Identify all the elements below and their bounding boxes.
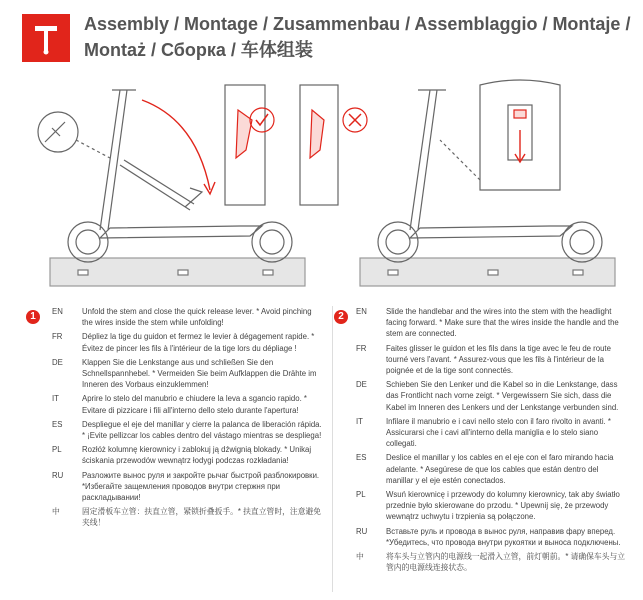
step1-illustration <box>38 85 367 286</box>
title-line-2: Montaż / Сборка / 车体组装 <box>84 40 313 60</box>
step2-de: DE Schieben Sie den Lenker und die Kabel so in die Lenkstange, dass das Frontlicht nach vorne zeigt. * Vergewissern Sie sich, dass die Kabel im Inneren des Lenkers und der Lenkstange verbunden sind. <box>356 380 619 412</box>
step2-en: EN Slide the handlebar and the wires into the stem with the headlight facing forward. * Make sure that the wires inside the handle and the stem are connected. <box>356 307 619 339</box>
step1-zh: 中 固定滑板车立管：扶直立管，紧锁折叠扳手。* 扶直立管时，注意避免夹线！ <box>52 507 322 528</box>
step-2-instructions <box>356 306 626 576</box>
step1-pl: PL Rozłóż kolumnę kierownicy i zablokuj ją dźwignią blokady. * Unikaj ściskania przewodów wewnątrz łodygi podczas rozkładania! <box>52 445 312 466</box>
step-1-instructions <box>52 306 322 532</box>
step2-es: ES Deslice el manillar y los cables en el eje con el faro mirando hacia adelante. * Asegúrese de que los cables que están dentro del manillar y el eje estén conectados. <box>356 453 614 485</box>
wrench-icon <box>22 14 70 62</box>
step1-en: EN Unfold the stem and close the quick release lever. * Avoid pinching the wires inside the stem while unfolding! <box>52 307 312 328</box>
step-2-badge: 2 <box>334 310 348 324</box>
step2-zh: 中 将车头与立管内的电源线一起滑入立管，前灯朝前。* 请确保车头与立管内的电源线连接状态。 <box>356 552 626 573</box>
step1-ru: RU Разложите вынос руля и закройте рычаг быстрой разблокировки. *Избегайте защемления проводов внутри стержня при раскладывании! <box>52 470 320 503</box>
step2-ru: RU Вставьте руль и провода в вынос руля, направив фару вперед. *Убедитесь, что провода внутри рукоятки и выноса подключены. <box>356 526 621 547</box>
page-title <box>84 11 629 63</box>
step2-it: IT Infilare il manubrio e i cavi nello stelo con il faro rivolto in avanti. * Assicurarsi che i cavi all'interno della maniglia e lo stelo siano collegati. <box>356 416 611 449</box>
step1-de: DE Klappen Sie die Lenkstange aus und schließen Sie den Schnellspannhebel. * Vermeiden Sie beim Aufklappen die Drähte im Inneren des Vorbaus einzuklemmen! <box>52 357 317 390</box>
step2-illustration <box>360 80 615 286</box>
assembly-illustrations <box>0 70 643 300</box>
step-1-badge: 1 <box>26 310 40 324</box>
step2-pl: PL Wsuń kierownicę i przewody do kolumny kierownicy, tak aby światło przednie było skierowane do przodu. * Upewnij się, że przewody wewnątrz uchwytu i trzpienia są połączone. <box>356 490 620 522</box>
step1-it: IT Aprire lo stelo del manubrio e chiudere la leva a sgancio rapido. * Evitare di pizzicare i fili all'interno dello stelo durante l'apertura! <box>52 394 307 415</box>
step1-es: ES Despliegue el eje del manillar y cierre la palanca de liberación rápida. * ¡Evite pellizcar los cables dentro del vástago mientras se despliega! <box>52 419 322 441</box>
step2-fr: FR Faites glisser le guidon et les fils dans la tige avec le feu de route tourné vers l'avant. * Assurez-vous que les fils à l'intérieur de la poignée et de la tige sont connectés. <box>356 343 611 376</box>
step1-fr: FR Dépliez la tige du guidon et fermez le levier à dégagement rapide. * Évitez de pincer les fils à l'intérieur de la tige lors du dépliage ! <box>52 332 315 353</box>
title-line-1: Assembly / Montage / Zusammenbau / Assemblaggio / Montaje / <box>84 14 631 34</box>
column-divider <box>332 306 333 592</box>
